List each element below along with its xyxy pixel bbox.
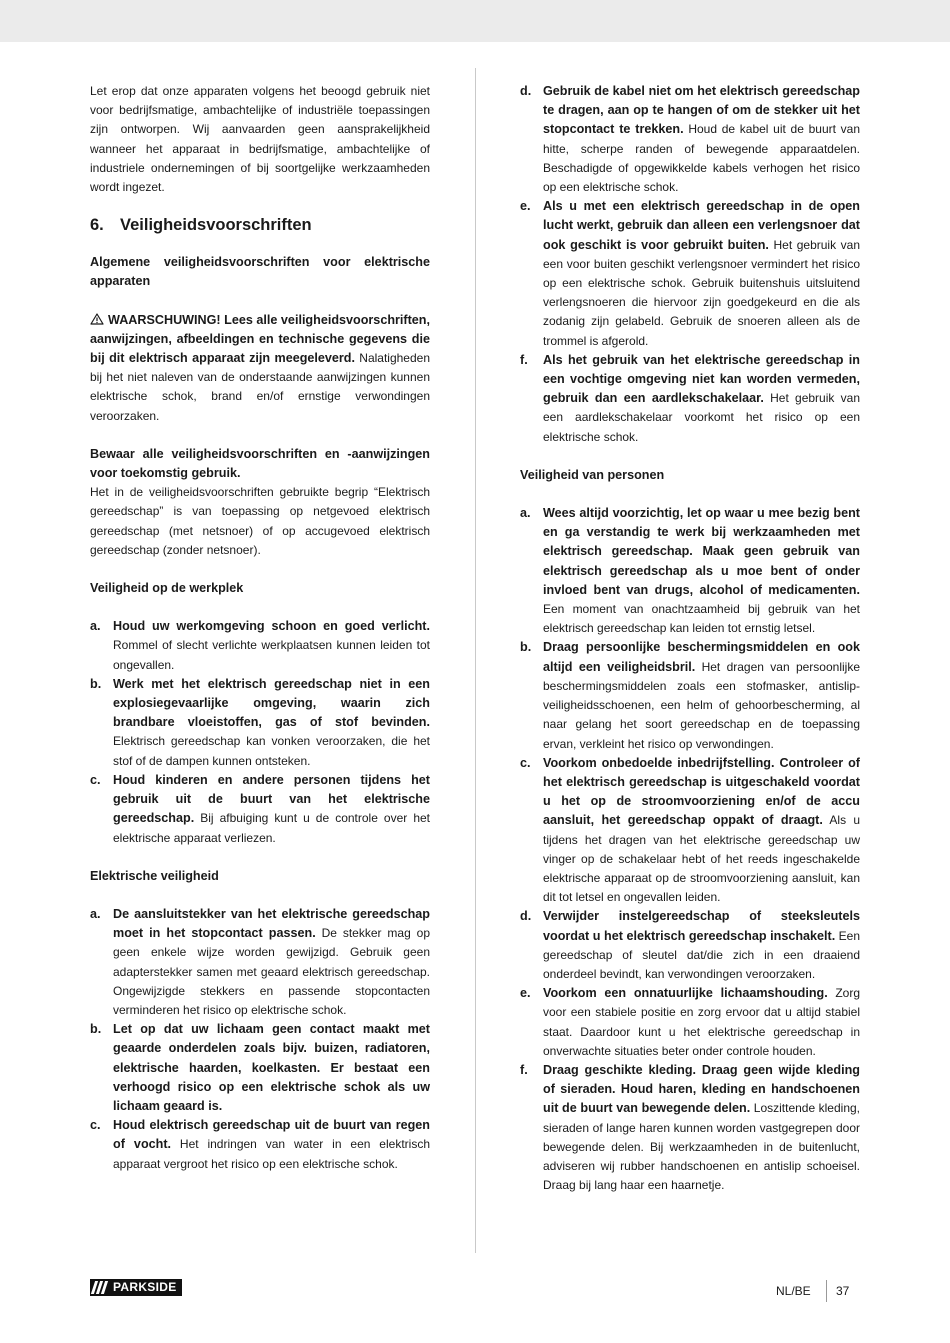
right-column bbox=[520, 82, 860, 1195]
language-code: NL/BE bbox=[776, 1284, 811, 1298]
list-item-label: c. bbox=[90, 772, 101, 787]
list-item-bold: Draag persoonlijke beschermingsmiddelen en ook altijd een veiligheidsbril. bbox=[543, 640, 860, 674]
list-item-bold: Als het gebruik van het elektrische gereedschap in een vochtige omgeving niet kan worden vermeden, gebruik dan een aardlekschakelaar. bbox=[543, 352, 860, 406]
workplace-list bbox=[90, 617, 430, 847]
list-item-label: b. bbox=[90, 1022, 102, 1037]
persons-item bbox=[520, 907, 860, 984]
list-item-body bbox=[543, 1061, 860, 1195]
left-column bbox=[90, 82, 430, 1174]
list-item-label: a. bbox=[90, 619, 101, 634]
workplace-item bbox=[90, 617, 430, 675]
keep-paragraph: Het in de veiligheidsvoorschriften gebruikte begrip “Elektrisch gereedschap” is van toepassing op netgevoed elektrisch gereedschap (met netsnoer) of op accugevoed elektrisch gereedschap (zonder netsnoer). bbox=[90, 485, 430, 557]
list-item-label: f. bbox=[520, 1062, 528, 1077]
list-item-bold: Werk met het elektrisch gereedschap niet in een explosiegevaarlijke omgeving, waarin zich brandbare vloeistoffen, gas of stof bevinden. bbox=[113, 676, 430, 730]
electrical-item bbox=[520, 82, 860, 197]
electrical-list-continued bbox=[520, 82, 860, 447]
electrical-item bbox=[90, 1020, 430, 1116]
list-item-text: Bij afbuiging kunt u de controle over het elektrische apparaat verliezen. bbox=[113, 811, 430, 845]
list-item-body bbox=[543, 907, 860, 984]
list-item-bold: Draag geschikte kleding. Draag geen wijde kleding of sieraden. Houd haren, kleding en handschoenen uit de buurt van bewegende delen. bbox=[543, 1062, 860, 1116]
electrical-list bbox=[90, 905, 430, 1174]
persons-list bbox=[520, 504, 860, 1195]
list-item-label: a. bbox=[520, 506, 531, 521]
brand-logo bbox=[90, 1279, 182, 1296]
list-item-body bbox=[113, 617, 430, 675]
list-item-bold: Let op dat uw lichaam geen contact maakt met geaarde onderdelen zoals bijv. buizen, radiatoren, elektrische haarden, koelkasten. Er bestaat een verhoogd risico op een elektrische schok als uw lichaam geaard is. bbox=[113, 1022, 430, 1113]
list-item-bold: De aansluitstekker van het elektrische gereedschap moet in het stopcontact passen. bbox=[113, 906, 430, 941]
list-item-text: Elektrisch gereedschap kan vonken veroorzaken, die het stof of de dampen kunnen ontsteken. bbox=[113, 734, 430, 768]
workplace-item bbox=[90, 771, 430, 848]
electrical-item bbox=[520, 351, 860, 447]
intro-paragraph: Let erop dat onze apparaten volgens het beoogd gebruik niet voor bedrijfsmatige, ambachtelijke of industriële toepassingen zijn ontworpen. Wij aanvaarden geen aansprakelijkheid wanneer het apparaat in bedrijfsmatige, ambachtelijke of industriele ondernemingen of bij soortgelijke werkzaamheden wordt ingezet. bbox=[90, 84, 430, 195]
brand-name: PARKSIDE bbox=[111, 1279, 182, 1296]
list-item-text: Het gebruik van een voor buiten geschikt verlengsnoer vermindert het risico op een elektrische schok. Gebruik buitenshuis uitsluitend verlengsnoeren die hiervoor zijn goedgekeurd en die als zodanig zijn gelabeld. Gebruik de snoeren alleen als de trommel is afgerold. bbox=[543, 237, 860, 348]
list-item-text: Rommel of slecht verlichte werkplaatsen kunnen leiden tot ongevallen. bbox=[113, 638, 430, 672]
list-item-text: De stekker mag op geen enkele wijze worden gewijzigd. Gebruik geen adapterstekker samen met geaard elektrisch gereedschap. Ongewijzigde stekkers en passende stopcontacten verminderen het risico op elektrische schok. bbox=[113, 926, 431, 1017]
workplace-item bbox=[90, 675, 430, 771]
list-item-bold: Verwijder instelgereedschap of steeksleutels voordat u het elektrisch gereedschap inschakelt. bbox=[543, 909, 860, 943]
list-item-body bbox=[543, 984, 860, 1061]
list-item-label: b. bbox=[90, 676, 102, 691]
list-item-text: Houd de kabel uit de buurt van hitte, scherpe randen of bewegende apparaatdelen. Beschadigde of opgewikkelde kabels verhogen het risico op een elektrische schok. bbox=[543, 122, 861, 195]
list-item-bold: Voorkom een onnatuurlijke lichaamshouding. bbox=[543, 986, 828, 1001]
list-item-label: d. bbox=[520, 84, 532, 98]
persons-item bbox=[520, 638, 860, 753]
list-item-text: Een moment van onachtzaamheid bij gebruik van het elektrisch gereedschap kan leiden tot ernstig letsel. bbox=[543, 602, 860, 636]
footer-separator bbox=[826, 1280, 827, 1302]
list-item-body bbox=[543, 754, 860, 908]
list-item-text: Het indringen van water in een elektrisch apparaat vergroot het risico op een elektrische schok. bbox=[113, 1137, 430, 1171]
electrical-item bbox=[90, 905, 430, 1020]
list-item-body bbox=[543, 638, 860, 753]
list-item-body bbox=[543, 504, 860, 638]
warning-bold: WAARSCHUWING! Lees alle veiligheidsvoorschriften, aanwijzingen, afbeeldingen en technische gegevens die bij dit elektrisch apparaat zijn meegeleverd. bbox=[90, 312, 430, 366]
list-item-text: Een gereedschap of sleutel dat/die zich in een draaiend onderdeel bevindt, kan verwondingen veroorzaken. bbox=[543, 928, 861, 981]
general-heading: Algemene veiligheidsvoorschriften voor elektrische apparaten bbox=[90, 255, 430, 289]
persons-item bbox=[520, 504, 860, 638]
warning-paragraph bbox=[90, 311, 430, 426]
electrical-item bbox=[90, 1116, 430, 1174]
workplace-heading: Veiligheid op de werkplek bbox=[90, 581, 244, 596]
list-item-label: f. bbox=[520, 352, 528, 367]
list-item-label: e. bbox=[520, 986, 531, 1001]
electrical-item bbox=[520, 197, 860, 351]
list-item-body bbox=[543, 351, 860, 447]
warning-icon bbox=[90, 313, 104, 325]
persons-item bbox=[520, 754, 860, 908]
list-item-label: d. bbox=[520, 909, 532, 924]
page-number: 37 bbox=[836, 1284, 850, 1298]
list-item-bold: Houd kinderen en andere personen tijdens het gebruik uit de buurt van het elektrische gereedschap. bbox=[113, 772, 430, 826]
top-band bbox=[0, 0, 950, 42]
list-item-bold: Voorkom onbedoelde inbedrijfstelling. Controleer of het elektrisch gereedschap is uitgeschakeld voordat u het op de stroomvoorziening en/of de accu aansluit, het gereedschap oppakt of draagt. bbox=[543, 755, 860, 828]
logo-stripes-icon bbox=[90, 1279, 111, 1296]
warning-text: Nalatigheden bij het niet naleven van de onderstaande aanwijzingen kunnen elektrische schok, brand en/of ernstige verwondingen veroorzaken. bbox=[90, 351, 430, 423]
list-item-body bbox=[543, 82, 860, 197]
list-item-bold: Gebruik de kabel niet om het elektrisch gereedschap te dragen, aan op te hangen of om de stekker uit het stopcontact te trekken. bbox=[543, 84, 860, 137]
list-item-bold: Wees altijd voorzichtig, let op waar u mee bezig bent en ga verstandig te werk bij werkzaamheden met elektrisch gereedschap. Maak geen gebruik van elektrisch gereedschap als u moe bent of onder invloed bent van drugs, alcohol of medicamenten. bbox=[543, 506, 860, 597]
section-title: Veiligheidsvoorschriften bbox=[120, 216, 312, 235]
list-item-body bbox=[113, 771, 430, 848]
section-number: 6. bbox=[90, 216, 104, 235]
list-item-text: Loszittende kleding, sieraden of lange haren kunnen worden vastgegrepen door bewegende delen. Bij werkzaamheden in de buitenlucht, adviseren wij rubber handschoenen en antislip schoeisel. Draag bij lang haar een haarnetje. bbox=[543, 1101, 861, 1193]
list-item-text: Zorg voor een stabiele positie en zorg ervoor dat u altijd stabiel staat. Daardoor kunt u het elektrische gereedschap in onverwachte situaties beter onder controle houden. bbox=[543, 986, 860, 1058]
list-item-label: e. bbox=[520, 199, 531, 214]
list-item-text: Als u tijdens het dragen van het elektrische gereedschap uw vinger op de schakelaar hebt of het reeds ingeschakelde elektrische apparaat op de stroomvoorziening aansluit, kan dit tot letsel en ongevallen leiden. bbox=[543, 813, 860, 905]
keep-heading: Bewaar alle veiligheidsvoorschriften en -aanwijzingen voor toekomstig gebruik. bbox=[90, 446, 430, 481]
list-item-label: a. bbox=[90, 906, 101, 921]
list-item-label: b. bbox=[520, 640, 532, 655]
list-item-body bbox=[113, 675, 430, 771]
list-item-label: c. bbox=[520, 755, 531, 770]
list-item-bold: Houd elektrisch gereedschap uit de buurt van regen of vocht. bbox=[113, 1118, 430, 1152]
list-item-body bbox=[543, 197, 860, 351]
column-divider bbox=[475, 68, 476, 1253]
persons-item bbox=[520, 984, 860, 1061]
list-item-bold: Houd uw werkomgeving schoon en goed verlicht. bbox=[113, 619, 430, 634]
list-item-bold: Als u met een elektrisch gereedschap in de open lucht werkt, gebruik dan alleen een verlengsnoer dat ook geschikt is voor gebruikt buiten. bbox=[543, 199, 860, 252]
list-item-label: c. bbox=[90, 1118, 101, 1133]
list-item-body bbox=[113, 1020, 430, 1116]
list-item-text: Het dragen van persoonlijke beschermingsmiddelen zoals een stofmasker, antislip-veiligheidsschoenen, een helm of gehoorbescherming, al naar gelang het soort gereedschap en de toepassing ervan, verkleint het risico op verwondingen. bbox=[543, 659, 860, 751]
persons-heading: Veiligheid van personen bbox=[520, 467, 665, 482]
persons-item bbox=[520, 1061, 860, 1195]
electrical-heading: Elektrische veiligheid bbox=[90, 868, 219, 883]
list-item-body bbox=[113, 1116, 430, 1174]
section-heading bbox=[90, 213, 430, 237]
list-item-body bbox=[113, 905, 430, 1020]
list-item-text: Het gebruik van een aardlekschakelaar voorkomt het risico op een elektrische schok. bbox=[543, 391, 860, 444]
